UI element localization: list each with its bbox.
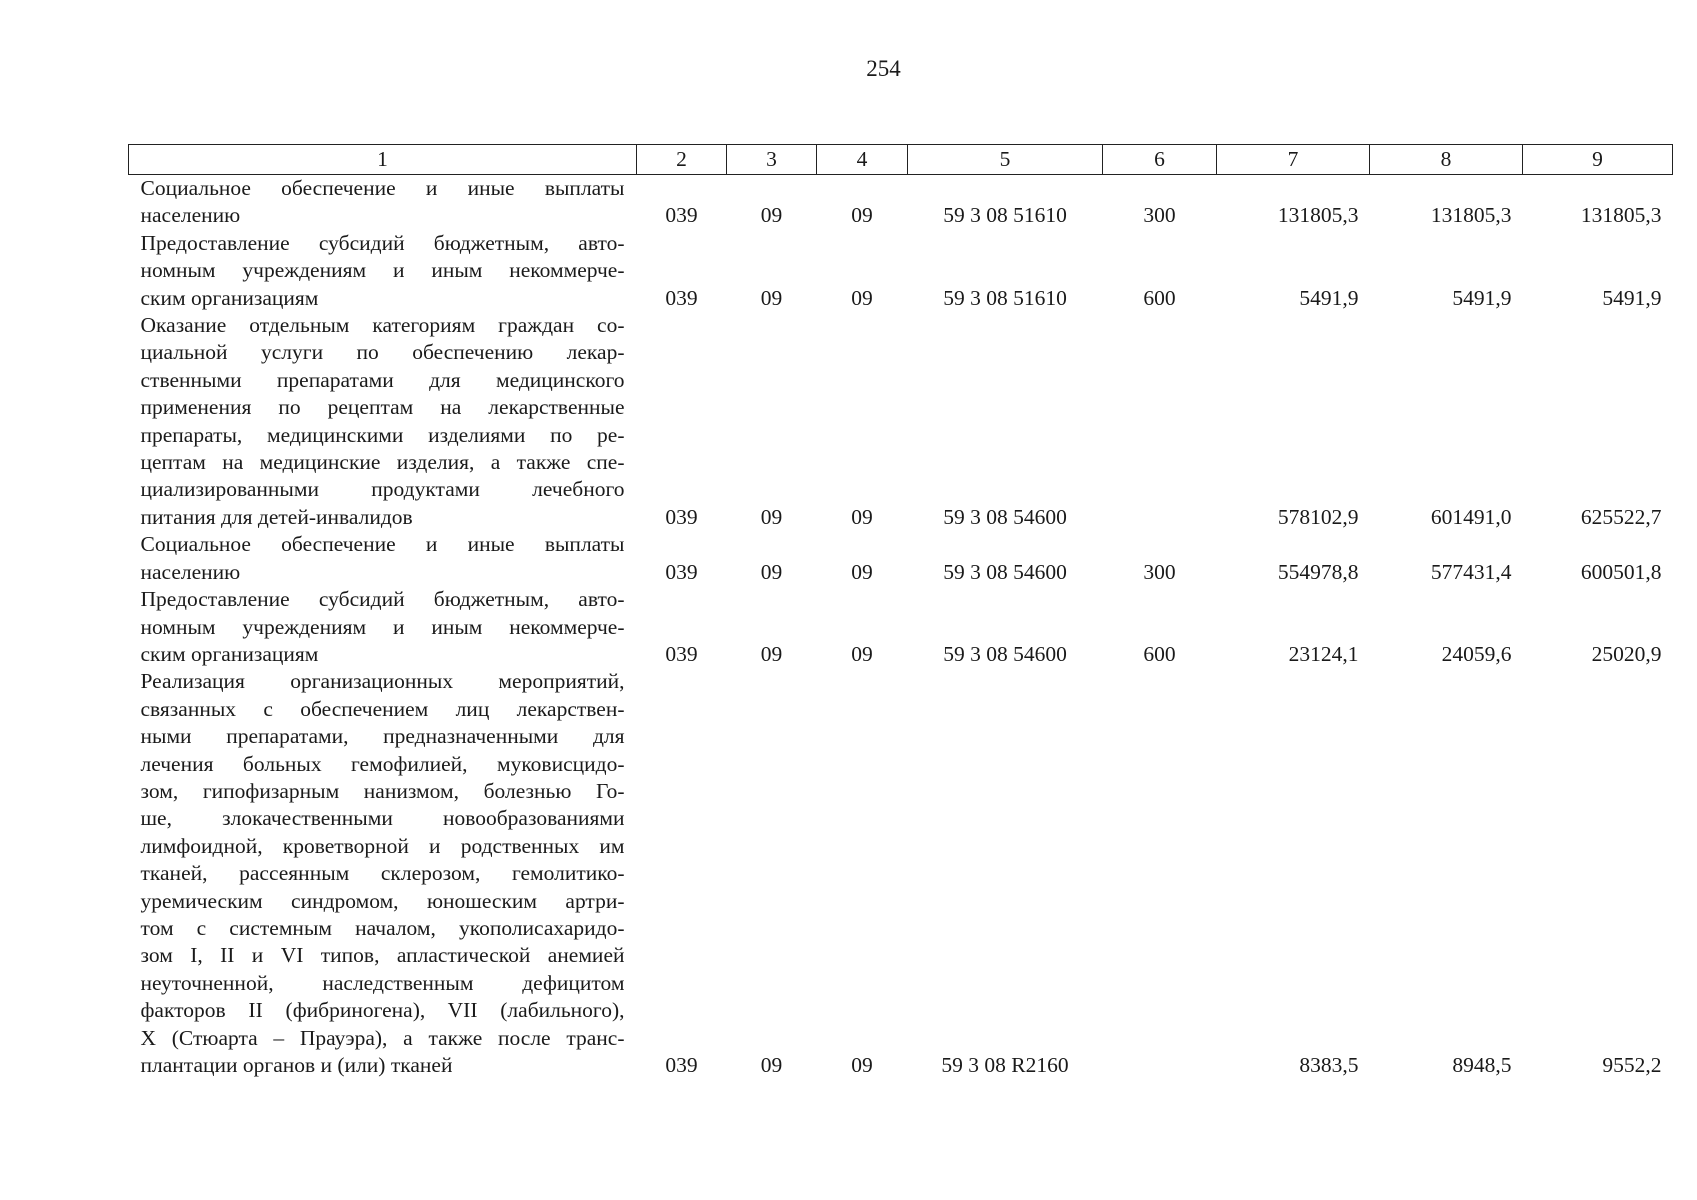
amount-cell: 131805,3 <box>1430 203 1512 228</box>
section-cell: 09 <box>760 504 783 529</box>
description-line: уремическим синдромом, юношеским артри- <box>140 888 625 913</box>
description-line: том с системным началом, укополисахаридо- <box>140 915 625 940</box>
amount-cell: 9552,2 <box>1602 1053 1662 1077</box>
table-row <box>129 531 1673 586</box>
header-cell: 1 <box>129 145 637 175</box>
description-line: ственными препаратами для медицинского <box>140 367 625 392</box>
ved-cell: 039 <box>665 1053 698 1077</box>
header-cell: 7 <box>1217 145 1370 175</box>
description-line: лечения больных гемофилией, муковисцидо- <box>140 751 625 776</box>
amount-cell: 8948,5 <box>1452 1053 1512 1077</box>
subsection-cell: 09 <box>851 559 873 584</box>
description-line: X (Стюарта – Прауэра), а также после транс- <box>140 1025 625 1050</box>
description-line: связанных с обеспечением лиц лекарствен- <box>140 696 625 721</box>
header-row <box>129 145 1673 175</box>
description-line: цептам на медицинские изделия, а также спе- <box>140 450 625 475</box>
description-line: препараты, медицинскими изделиями по ре- <box>140 422 625 447</box>
header-cell: 8 <box>1370 145 1523 175</box>
expense-type-cell: 300 <box>1143 559 1176 584</box>
amount-cell: 5491,9 <box>1299 285 1359 310</box>
description-line: Оказание отдельным категориям граждан со- <box>140 313 625 338</box>
amount-cell: 131805,3 <box>1580 203 1662 228</box>
description-cell <box>129 230 637 312</box>
subsection-cell: 09 <box>851 1053 873 1077</box>
table-row <box>129 230 1673 312</box>
description-line: номным учреждениям и иным некоммерче- <box>140 614 625 639</box>
description-line: Социальное обеспечение и иные выплаты <box>140 532 625 557</box>
description-line: циализированными продуктами лечебного <box>140 477 625 502</box>
amount-cell: 554978,8 <box>1277 559 1359 584</box>
description-line: ными препаратами, предназначенными для <box>140 724 625 749</box>
target-article-cell: 59 3 08 54600 <box>943 559 1067 584</box>
table-row <box>129 586 1673 668</box>
subsection-cell: 09 <box>851 641 873 666</box>
description-line: тканей, рассеянным склерозом, гемолитико- <box>140 861 625 886</box>
expense-type-cell: 600 <box>1143 285 1176 310</box>
section-cell: 09 <box>760 285 783 310</box>
description-line: применения по рецептам на лекарственные <box>140 395 625 420</box>
subsection-cell: 09 <box>851 203 873 228</box>
amount-cell: 625522,7 <box>1580 504 1662 529</box>
description-line: питания для детей-инвалидов <box>140 504 413 529</box>
description-line: неуточненной, наследственным дефицитом <box>140 970 625 995</box>
ved-cell: 039 <box>665 285 698 310</box>
description-line: лимфоидной, кроветворной и родственных им <box>140 833 625 858</box>
description-line: населению <box>140 203 241 228</box>
amount-cell: 8383,5 <box>1299 1053 1359 1077</box>
description-line: зом, гипофизарным нанизмом, болезнью Го- <box>140 778 625 803</box>
amount-cell: 601491,0 <box>1430 504 1512 529</box>
section-cell: 09 <box>760 559 783 584</box>
amount-cell: 131805,3 <box>1277 203 1359 228</box>
ved-cell: 039 <box>665 641 698 666</box>
subsection-cell: 09 <box>851 504 873 529</box>
section-cell: 09 <box>760 641 783 666</box>
expense-type-cell: 600 <box>1143 641 1176 666</box>
description-line: ше, злокачественными новообразованиями <box>140 806 625 831</box>
page-number: 254 <box>866 56 901 81</box>
header-cell: 4 <box>817 145 908 175</box>
amount-cell: 5491,9 <box>1602 285 1662 310</box>
table-row <box>129 668 1673 1079</box>
ved-cell: 039 <box>665 504 698 529</box>
amount-cell: 23124,1 <box>1288 641 1359 666</box>
description-line: плантации органов и (или) тканей <box>140 1053 453 1077</box>
description-line: Реализация организационных мероприятий, <box>140 669 625 694</box>
header-cell: 5 <box>908 145 1103 175</box>
description-line: номным учреждениям и иным некоммерче- <box>140 258 625 283</box>
amount-cell: 25020,9 <box>1591 641 1662 666</box>
amount-cell: 578102,9 <box>1277 504 1359 529</box>
table-row <box>129 312 1673 531</box>
description-line: ским организациям <box>140 285 319 310</box>
target-article-cell: 59 3 08 54600 <box>943 641 1067 666</box>
target-article-cell: 59 3 08 51610 <box>943 285 1067 310</box>
expense-type-cell <box>1103 668 1217 1079</box>
description-line: зом I, II и VI типов, апластической анемией <box>140 943 625 968</box>
description-line: ским организациям <box>140 641 319 666</box>
header-cell: 2 <box>637 145 727 175</box>
header-cell: 6 <box>1103 145 1217 175</box>
target-article-cell: 59 3 08 54600 <box>943 504 1067 529</box>
section-cell: 09 <box>760 203 783 228</box>
expense-type-cell: 300 <box>1143 203 1176 228</box>
description-line: Социальное обеспечение и иные выплаты <box>140 176 625 200</box>
ved-cell: 039 <box>665 203 698 228</box>
description-cell <box>129 531 637 586</box>
description-line: циальной услуги по обеспечению лекар- <box>140 340 625 365</box>
ved-cell: 039 <box>665 559 698 584</box>
section-cell: 09 <box>760 1053 783 1077</box>
amount-cell: 600501,8 <box>1580 559 1662 584</box>
subsection-cell: 09 <box>851 285 873 310</box>
target-article-cell: 59 3 08 51610 <box>943 203 1067 228</box>
expense-type-cell <box>1103 312 1217 531</box>
description-cell <box>129 668 637 1079</box>
description-line: факторов II (фибриногена), VII (лабильного), <box>140 998 625 1023</box>
header-cell: 9 <box>1523 145 1673 175</box>
amount-cell: 577431,4 <box>1430 559 1512 584</box>
amount-cell: 5491,9 <box>1452 285 1512 310</box>
description-line: Предоставление субсидий бюджетным, авто- <box>140 587 625 612</box>
description-cell <box>129 312 637 531</box>
header-cell: 3 <box>727 145 817 175</box>
budget-table <box>128 144 1673 1079</box>
description-line: населению <box>140 559 241 584</box>
table-row <box>129 175 1673 230</box>
description-line: Предоставление субсидий бюджетным, авто- <box>140 230 625 255</box>
description-cell <box>129 175 637 230</box>
target-article-cell: 59 3 08 R2160 <box>941 1053 1069 1077</box>
description-cell <box>129 586 637 668</box>
amount-cell: 24059,6 <box>1441 641 1512 666</box>
